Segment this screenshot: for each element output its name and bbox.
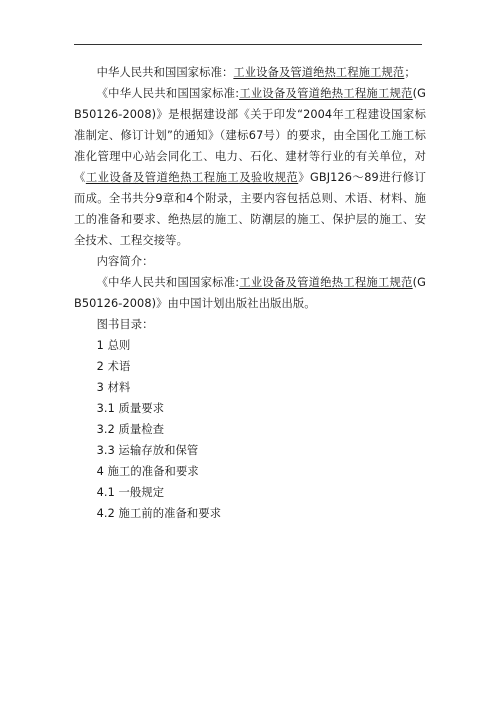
toc-item: 4.2 施工前的准备和要求 xyxy=(96,507,222,520)
summary-paragraph xyxy=(74,272,426,314)
toc-item: 4 施工的准备和要求 xyxy=(96,465,199,478)
toc-heading: 图书目录： xyxy=(96,318,154,331)
title-prefix: 中华人民共和国国家标准： xyxy=(96,66,234,79)
title-underlined-link[interactable]: 工业设备及管道绝热工程施工规范 xyxy=(233,66,405,79)
header-rule xyxy=(74,44,422,45)
summary-text-2: (GB50126-2008)》由中国计划出版社出版出版。 xyxy=(74,276,426,310)
intro-text-2: (GB50126-2008)》是根据建设部《关于印发“2004年工程建设国家标准制定、修订计划”的通知》（建标67号）的要求，由全国化工施工标准化管理中心站会同化工、电力、石化、建材等行业的有关单位，对《 xyxy=(74,87,426,184)
toc-item: 3.2 质量检查 xyxy=(96,423,165,436)
toc-item: 3.3 运输存放和保管 xyxy=(96,444,199,457)
summary-heading: 内容简介： xyxy=(96,255,154,268)
toc-item: 1 总则 xyxy=(96,339,131,352)
intro-text-3: 》GBJ126～89进行修订而成。全书共分9章和4个附录，主要内容包括总则、术语、材料、施工的准备和要求、绝热层的施工、防潮层的施工、保护层的施工、安全技术、工程交接等。 xyxy=(74,171,426,247)
document-title-line xyxy=(74,62,426,83)
toc-item: 3.1 质量要求 xyxy=(96,402,165,415)
document-body xyxy=(74,62,426,524)
title-suffix: ； xyxy=(404,66,416,79)
intro-underlined-link-2[interactable]: 工业设备及管道绝热工程施工及验收规范 xyxy=(85,171,299,184)
toc-item: 2 术语 xyxy=(96,360,131,373)
toc-item: 3 材料 xyxy=(96,381,131,394)
intro-paragraph xyxy=(74,83,426,251)
toc-item: 4.1 一般规定 xyxy=(96,486,165,499)
intro-text-1: 《中华人民共和国国家标准: xyxy=(96,87,240,100)
summary-text-1: 《中华人民共和国国家标准: xyxy=(96,276,240,289)
summary-underlined-link[interactable]: 工业设备及管道绝热工程施工规范 xyxy=(239,276,413,289)
intro-underlined-link-1[interactable]: 工业设备及管道绝热工程施工规范 xyxy=(239,87,413,100)
